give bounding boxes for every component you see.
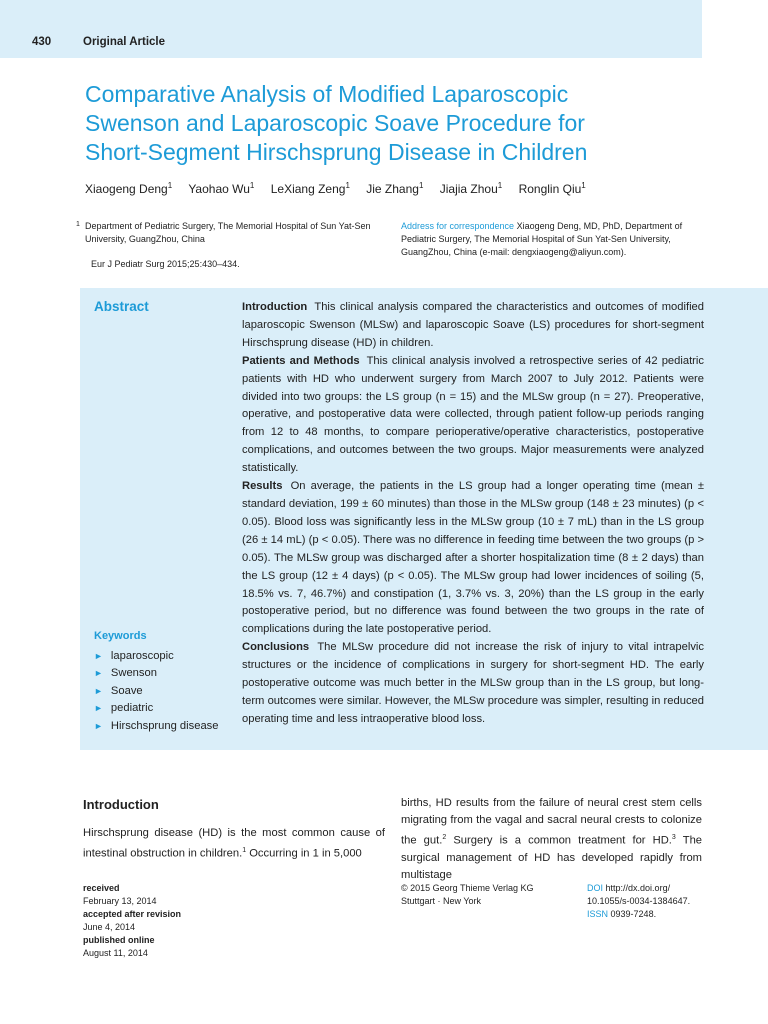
abstract-methods: Patients and Methods This clinical analysis involved a retrospective series of 42 pediatric patients with HD who underwent surgery from March 2007 to July 2012. Patients were divided into two groups: the LS group (n = 15) and the MLSw group (n = 27). Preoperative, operative, and postoperative data were collected, through patient follow-up periods ranging from 12 to 48 months, to compare perioperative/operative characteristics, postoperative complications, and outcomes between the two groups. Major measurements were analyzed statistically. xyxy=(242,354,704,475)
introduction-left-column: Hirschsprung disease (HD) is the most common cause of intestinal obstruction in children.$^1$ Occurring in 1 in 5,000 xyxy=(83,827,385,860)
author: Yaohao Wu$^1$ xyxy=(188,181,255,196)
keyword-item: ► laparoscopic xyxy=(94,650,174,662)
arrow-right-icon: ► xyxy=(94,703,103,714)
arrow-right-icon: ► xyxy=(94,720,103,731)
title-line: Short-Segment Hirschsprung Disease in Children xyxy=(85,139,588,165)
header-band xyxy=(0,0,702,58)
page-number: 430 xyxy=(32,36,52,48)
correspondence-address xyxy=(401,220,711,259)
correspondence-label: Address for correspondence xyxy=(401,221,515,231)
introduction-right-column: births, HD results from the failure of neural crest stem cells migrating from the vagal and sacral neural crests to colonize the gut.$^2$ Surgery is a common treatment for HD.$^3$ The surgical management of HD has developed rapidly from multistage xyxy=(401,797,703,881)
affiliation: 1 Department of Pediatric Surgery, The Memorial Hospital of Sun Yat-Sen University, GuangZhou, China xyxy=(76,221,371,244)
article-identifiers: DOI http://dx.doi.org/ 10.1055/s-0034-1384647. ISSN 0939-7248. xyxy=(587,883,691,919)
introduction-heading: Introduction xyxy=(83,797,159,812)
author: LeXiang Zeng$^1$ xyxy=(270,181,350,196)
abstract-introduction: Introduction This clinical analysis compared the characteristics and outcomes of modified laparoscopic Swenson (MLSw) and laparoscopic Soave (LS) procedures for short-segment Hirschsprung disease (HD) in children. xyxy=(242,301,704,349)
arrow-right-icon: ► xyxy=(94,685,103,696)
author: Jiajia Zhou$^1$ xyxy=(439,181,503,196)
keyword-list xyxy=(94,648,219,735)
arrow-right-icon: ► xyxy=(94,668,103,679)
author: Jie Zhang$^1$ xyxy=(366,181,424,196)
journal-citation: Eur J Pediatr Surg 2015;25:430–434. xyxy=(91,259,240,269)
author-list xyxy=(85,181,599,196)
keywords-heading: Keywords xyxy=(94,630,147,642)
author: Ronglin Qiu$^1$ xyxy=(518,181,586,196)
keyword-item: ► pediatric xyxy=(94,702,154,715)
article-title xyxy=(85,80,695,167)
title-line: Comparative Analysis of Modified Laparoscopic xyxy=(85,81,569,107)
doi-link[interactable]: http://dx.doi.org/ xyxy=(605,883,671,893)
article-type: Original Article xyxy=(83,36,166,48)
keyword-item: ► Hirschsprung disease xyxy=(94,719,219,732)
author: Xiaogeng Deng$^1$ xyxy=(85,181,173,196)
abstract-body xyxy=(242,299,704,729)
keyword-item: ► Soave xyxy=(94,684,143,697)
abstract-conclusions: Conclusions The MLSw procedure did not increase the risk of injury to vital intrapelvic structures or the incidence of complications in surgery for short-segment HD. The early postoperative outcome was much better in the MLSw group than in the LS group, but long-term outcomes were similar. However, the MLSw procedure was simpler, resulting in reduced operating time and less intraoperative blood loss. xyxy=(242,641,704,725)
keyword-item: ► Swenson xyxy=(94,667,157,680)
article-dates: received February 13, 2014 accepted after revision June 4, 2014 published online August 11, 2014 xyxy=(83,883,182,958)
abstract-heading: Abstract xyxy=(94,299,149,314)
arrow-right-icon: ► xyxy=(94,651,103,661)
abstract-results: Results On average, the patients in the LS group had a longer operating time (mean ± standard deviation, 199 ± 60 minutes) than those in the MLSw group (148 ± 23 minutes) (p < 0.05). Blood loss was significantly less in the MLSw group (10 ± 7 mL) than in the LS group (26 ± 14 mL) (p < 0.05). There was no difference in feeding time between the two groups (p > 0.05). The MLSw group was discharged after a shorter hospitalization time (8 ± 2 days) than the LS group (12 ± 4 days) (p < 0.05). The MLSw group had lower incidences of soiling (5, 18.5% vs. 7, 46.7%) and constipation (1, 3.7% vs. 3, 20%) than the LS group in the early postoperative period, but no difference was found between the two groups in the rate of complications during the late postoperative period. xyxy=(242,480,704,636)
correspondence-text: Xiaogeng Deng, MD, PhD, Department of Pediatric Surgery, The Memorial Hospital of Sun Yat-Sen University, GuangZhou, China (e-mail: dengxiaogeng@aliyun.com). xyxy=(401,221,683,257)
publisher-copyright: © 2015 Georg Thieme Verlag KG Stuttgart · New York xyxy=(401,883,534,906)
title-line: Swenson and Laparoscopic Soave Procedure for xyxy=(85,110,585,136)
doi-label: DOI xyxy=(587,883,604,893)
issn-label: ISSN xyxy=(587,909,609,919)
